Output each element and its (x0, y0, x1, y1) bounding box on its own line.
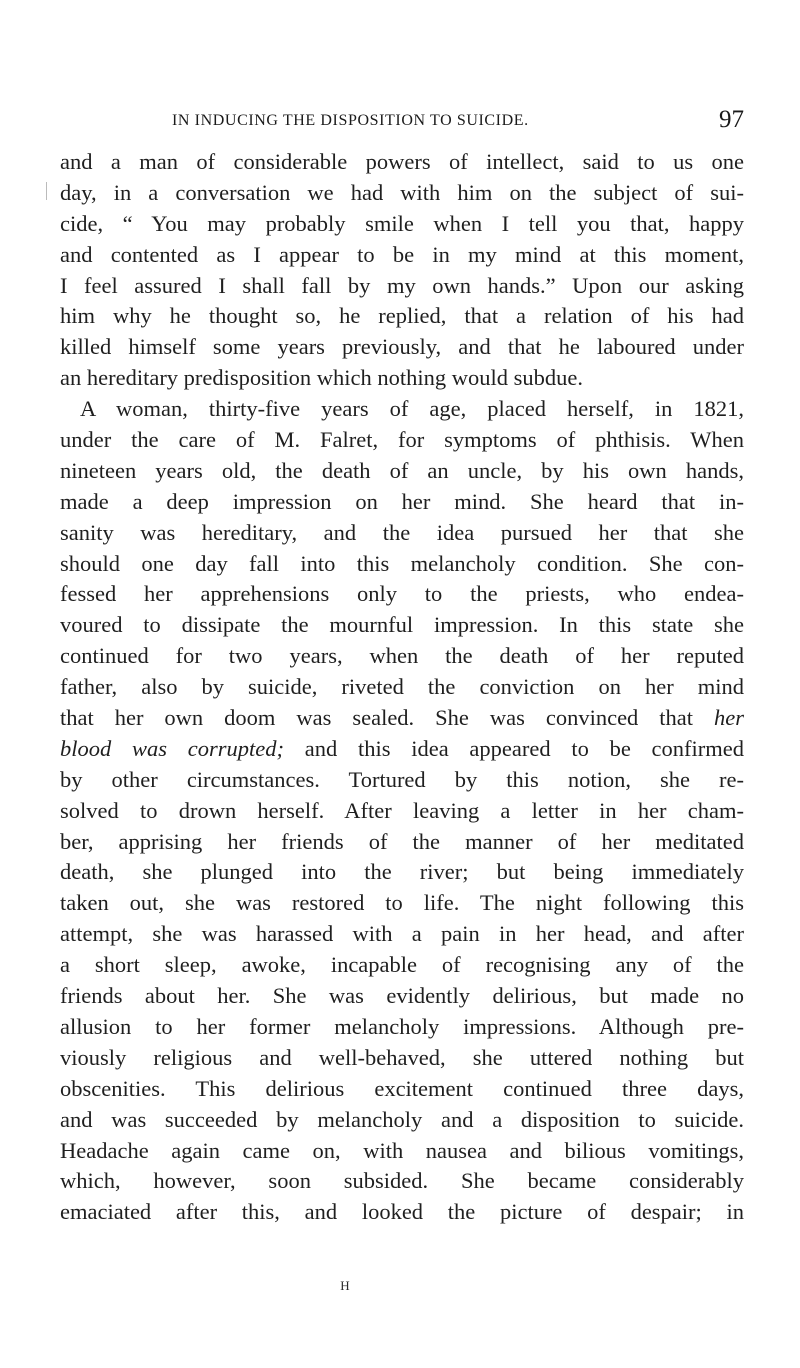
text-line: killed himself some years previously, and that he laboured under (60, 334, 744, 360)
text-line: solved to drown herself. After leaving a letter in her cham- (60, 797, 744, 823)
text-line: I feel assured I shall fall by my own hands.” Upon our asking (60, 272, 744, 298)
text-line: day, in a conversation we had with him on the subject of sui- (60, 179, 744, 205)
text-line: attempt, she was harassed with a pain in her head, and after (60, 921, 744, 947)
text-line: a short sleep, awoke, incapable of recognising any of the (60, 952, 744, 978)
text-run: that her own doom was sealed. She was convinced that (60, 705, 694, 731)
text-run: and this idea appeared to be confirmed (304, 735, 745, 761)
text-line: friends about her. She was evidently delirious, but made no (60, 983, 744, 1009)
text-line: should one day fall into this melancholy condition. She con- (60, 550, 744, 576)
text-line: Headache again came on, with nausea and bilious vomitings, (60, 1137, 744, 1163)
text-line: cide, “ You may probably smile when I tell you that, happy (60, 210, 744, 236)
text-line: and contented as I appear to be in my mind at this moment, (60, 241, 744, 267)
text-line: father, also by suicide, riveted the conviction on her mind (60, 674, 744, 700)
text-line: an hereditary predisposition which nothing would subdue. (60, 365, 584, 391)
text-line (60, 703, 744, 734)
page-number: 97 (719, 106, 744, 133)
text-line (60, 734, 744, 765)
text-line: and a man of considerable powers of intellect, said to us one (60, 149, 744, 174)
text-line: him why he thought so, he replied, that a relation of his had (60, 303, 744, 329)
text-line: obscenities. This delirious excitement continued three days, (60, 1075, 744, 1101)
italic-run: her (714, 705, 745, 731)
page-edge-mark (46, 182, 47, 200)
italic-run: blood was corrupted; (60, 735, 284, 761)
signature-mark: H (340, 1278, 350, 1293)
text-line: taken out, she was restored to life. The night following this (60, 890, 744, 916)
text-line: sanity was hereditary, and the idea pursued her that she (60, 519, 744, 545)
running-head (60, 106, 744, 134)
text-line: A woman, thirty-five years of age, placed herself, in 1821, (80, 396, 744, 422)
body-text (60, 147, 744, 1228)
text-line: emaciated after this, and looked the picture of despair; in (60, 1199, 744, 1225)
text-line: ber, apprising her friends of the manner of her meditated (60, 828, 744, 854)
text-line: made a deep impression on her mind. She heard that in- (60, 488, 744, 514)
text-line: voured to dissipate the mournful impression. In this state she (60, 612, 744, 638)
text-line: viously religious and well-behaved, she uttered nothing but (60, 1044, 744, 1070)
text-line: by other circumstances. Tortured by this notion, she re- (60, 766, 744, 792)
text-line: continued for two years, when the death of her reputed (60, 643, 744, 669)
text-line: and was succeeded by melancholy and a disposition to suicide. (60, 1106, 744, 1132)
text-line: death, she plunged into the river; but being immediately (60, 859, 744, 885)
text-line: nineteen years old, the death of an uncle, by his own hands, (60, 457, 744, 483)
text-line: under the care of M. Falret, for symptoms of phthisis. When (60, 427, 744, 453)
running-title: IN INDUCING THE DISPOSITION TO SUICIDE. (172, 112, 529, 129)
text-line: allusion to her former melancholy impressions. Although pre- (60, 1013, 744, 1039)
text-line: which, however, soon subsided. She became considerably (60, 1168, 744, 1194)
text-line: fessed her apprehensions only to the priests, who endea- (60, 581, 744, 607)
